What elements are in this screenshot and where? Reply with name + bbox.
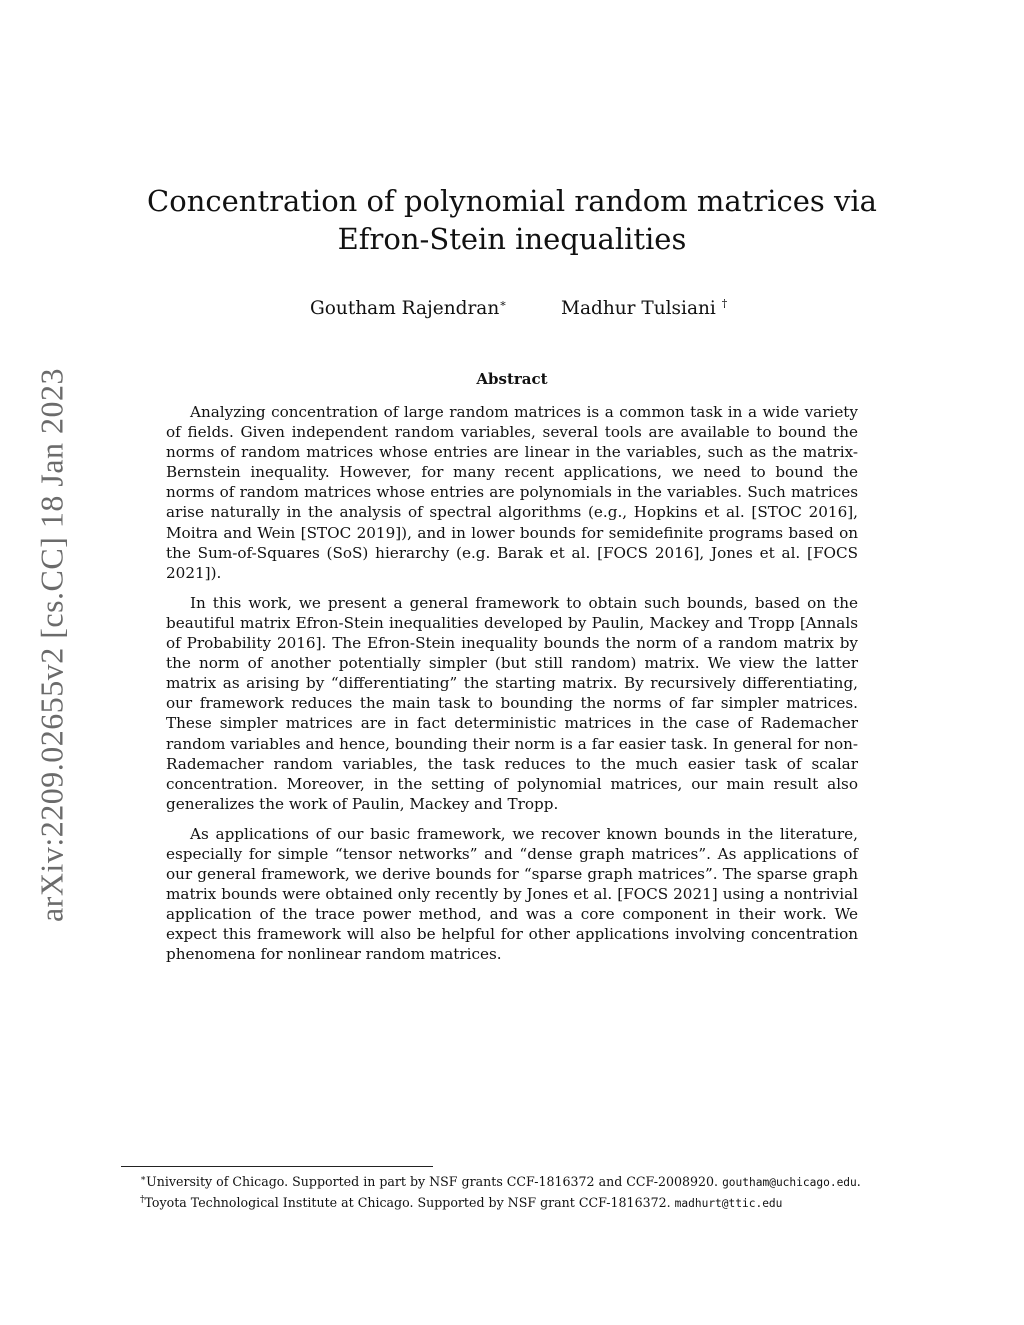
title-line-2: Efron-Stein inequalities (337, 222, 687, 256)
author-2-name: Madhur Tulsiani (561, 298, 722, 319)
footnote-1-text: University of Chicago. Supported in part by NSF grants CCF-1816372 and CCF-2008920. (146, 1174, 723, 1189)
footnote-rule (121, 1166, 433, 1167)
abstract-paragraph-3: As applications of our basic framework, we recover known bounds in the literature, especially for simple “tensor networks” and “dense graph matrices”. As applications of our general framework, we derive bounds for “sparse graph matrices”. The sparse graph matrix bounds were obtained only recently by Jones et al. [FOCS 2021] using a nontrivial application of the trace power method, and was a core component in their work. We expect this framework will also be helpful for other applications involving concentration phenomena for nonlinear random matrices. (166, 824, 858, 964)
abstract-paragraph-1: Analyzing concentration of large random matrices is a common task in a wide variety of fields. Given independent random variables, several tools are available to bound the norms of random matrices whose entries are linear in the variables, such as the matrix-Bernstein inequality. However, for many recent applications, we need to bound the norms of random matrices whose entries are polynomials in the variables. Such matrices arise naturally in the analysis of spectral algorithms (e.g., Hopkins et al. [STOC 2016], Moitra and Wein [STOC 2019]), and in lower bounds for semidefinite programs based on the Sum-of-Squares (SoS) hierarchy (e.g. Barak et al. [FOCS 2016], Jones et al. [FOCS 2021]). (166, 403, 858, 582)
author-1 (310, 298, 507, 319)
footnote-2-text: Toyota Technological Institute at Chicago. Supported by NSF grant CCF-1816372. (144, 1195, 675, 1210)
footnote-1-tail: . (856, 1174, 861, 1189)
footnote-2-email[interactable]: madhurt@ttic.edu (674, 1197, 783, 1210)
abstract-heading: Abstract (476, 370, 548, 388)
footnote-2-mark: † (140, 1194, 145, 1205)
abstract-paragraph-2: In this work, we present a general framework to obtain such bounds, based on the beautiful matrix Efron-Stein inequalities developed by Paulin, Mackey and Tropp [Annals of Probability 2016]. The Efron-Stein inequality bounds the norm of a random matrix by the norm of another potentially simpler (but still random) matrix. We view the latter matrix as arising by “differentiating” the starting matrix. By recursively differentiating, our framework reduces the main task to bounding the norms of far simpler matrices. These simpler matrices are in fact deterministic matrices in the case of Rademacher random variables and hence, bounding their norm is a far easier task. In general for non-Rademacher random variables, the task reduces to the much easier task of scalar concentration. Moreover, in the setting of polynomial matrices, our main result also generalizes the work of Paulin, Mackey and Tropp. (166, 593, 858, 813)
title-line-1: Concentration of polynomial random matrices via (147, 184, 877, 218)
author-2-footnote-mark: † (721, 296, 728, 310)
paper-title (120, 182, 904, 258)
abstract-body (166, 402, 858, 975)
author-1-footnote-mark: ∗ (499, 296, 507, 310)
footnotes (140, 1172, 920, 1214)
footnote-1 (140, 1172, 920, 1193)
arxiv-identifier: arXiv:2209.02655v2 [cs.CC] 18 Jan 2023 (33, 367, 70, 923)
footnote-2 (140, 1193, 920, 1214)
author-1-name: Goutham Rajendran (310, 298, 500, 319)
author-2 (561, 298, 727, 319)
footnote-1-email[interactable]: goutham@uchicago.edu (722, 1176, 857, 1189)
footnote-1-mark: ∗ (140, 1173, 147, 1184)
